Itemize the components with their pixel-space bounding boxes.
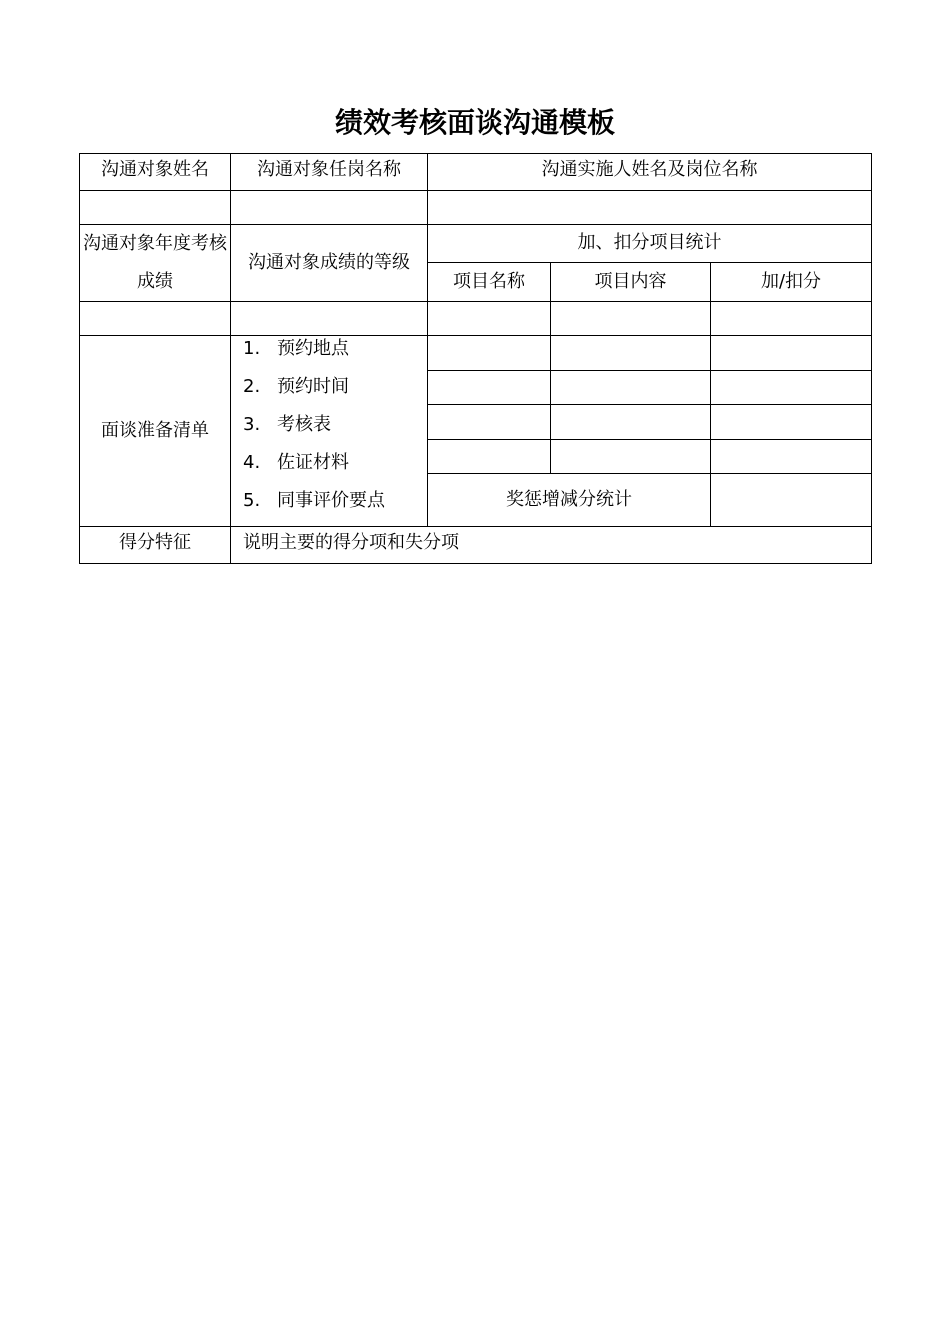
bonus-name-cell[interactable] bbox=[428, 370, 551, 405]
item-content-header: 项目内容 bbox=[551, 262, 711, 301]
prep-label: 面谈准备清单 bbox=[80, 336, 231, 527]
list-item: 1. 预约地点 bbox=[243, 338, 349, 359]
annual-score-label: 沟通对象年度考核成绩 bbox=[80, 225, 231, 302]
item-name-cell[interactable] bbox=[428, 302, 551, 336]
plus-minus-header: 加/扣分 bbox=[711, 262, 872, 301]
reward-stats-label: 奖惩增减分统计 bbox=[428, 474, 711, 527]
position-cell[interactable] bbox=[231, 191, 428, 225]
list-item: 5. 同事评价要点 bbox=[243, 490, 385, 511]
bonus-content-cell[interactable] bbox=[551, 439, 711, 474]
bonus-name-cell[interactable] bbox=[428, 336, 551, 371]
bonus-score-cell[interactable] bbox=[711, 336, 872, 371]
header-position: 沟通对象任岗名称 bbox=[231, 154, 428, 191]
bonus-stats-label: 加、扣分项目统计 bbox=[428, 225, 872, 263]
interview-form-table bbox=[79, 153, 872, 564]
annual-score-cell[interactable] bbox=[80, 302, 231, 336]
bonus-name-cell[interactable] bbox=[428, 439, 551, 474]
name-cell[interactable] bbox=[80, 191, 231, 225]
blank-row-2 bbox=[80, 302, 872, 336]
features-desc: 说明主要的得分项和失分项 bbox=[231, 527, 872, 564]
plus-minus-cell[interactable] bbox=[711, 302, 872, 336]
grade-label: 沟通对象成绩的等级 bbox=[231, 225, 428, 302]
prep-list bbox=[231, 336, 428, 527]
bonus-content-cell[interactable] bbox=[551, 405, 711, 440]
bonus-content-cell[interactable] bbox=[551, 370, 711, 405]
bonus-score-cell[interactable] bbox=[711, 370, 872, 405]
reward-stats-cell[interactable] bbox=[711, 474, 872, 527]
header-implementer: 沟通实施人姓名及岗位名称 bbox=[428, 154, 872, 191]
list-item: 2. 预约时间 bbox=[243, 376, 349, 397]
score-header-row bbox=[80, 225, 872, 263]
list-item: 3. 考核表 bbox=[243, 414, 331, 435]
header-name: 沟通对象姓名 bbox=[80, 154, 231, 191]
item-content-cell[interactable] bbox=[551, 302, 711, 336]
prep-row bbox=[80, 336, 872, 371]
blank-row-1 bbox=[80, 191, 872, 225]
features-label: 得分特征 bbox=[80, 527, 231, 564]
header-row bbox=[80, 154, 872, 191]
features-row bbox=[80, 527, 872, 564]
bonus-content-cell[interactable] bbox=[551, 336, 711, 371]
bonus-score-cell[interactable] bbox=[711, 405, 872, 440]
bonus-score-cell[interactable] bbox=[711, 439, 872, 474]
implementer-cell[interactable] bbox=[428, 191, 872, 225]
bonus-name-cell[interactable] bbox=[428, 405, 551, 440]
page-title: 绩效考核面谈沟通模板 bbox=[334, 106, 615, 139]
grade-cell[interactable] bbox=[231, 302, 428, 336]
list-item: 4. 佐证材料 bbox=[243, 452, 349, 473]
item-name-header: 项目名称 bbox=[428, 262, 551, 301]
